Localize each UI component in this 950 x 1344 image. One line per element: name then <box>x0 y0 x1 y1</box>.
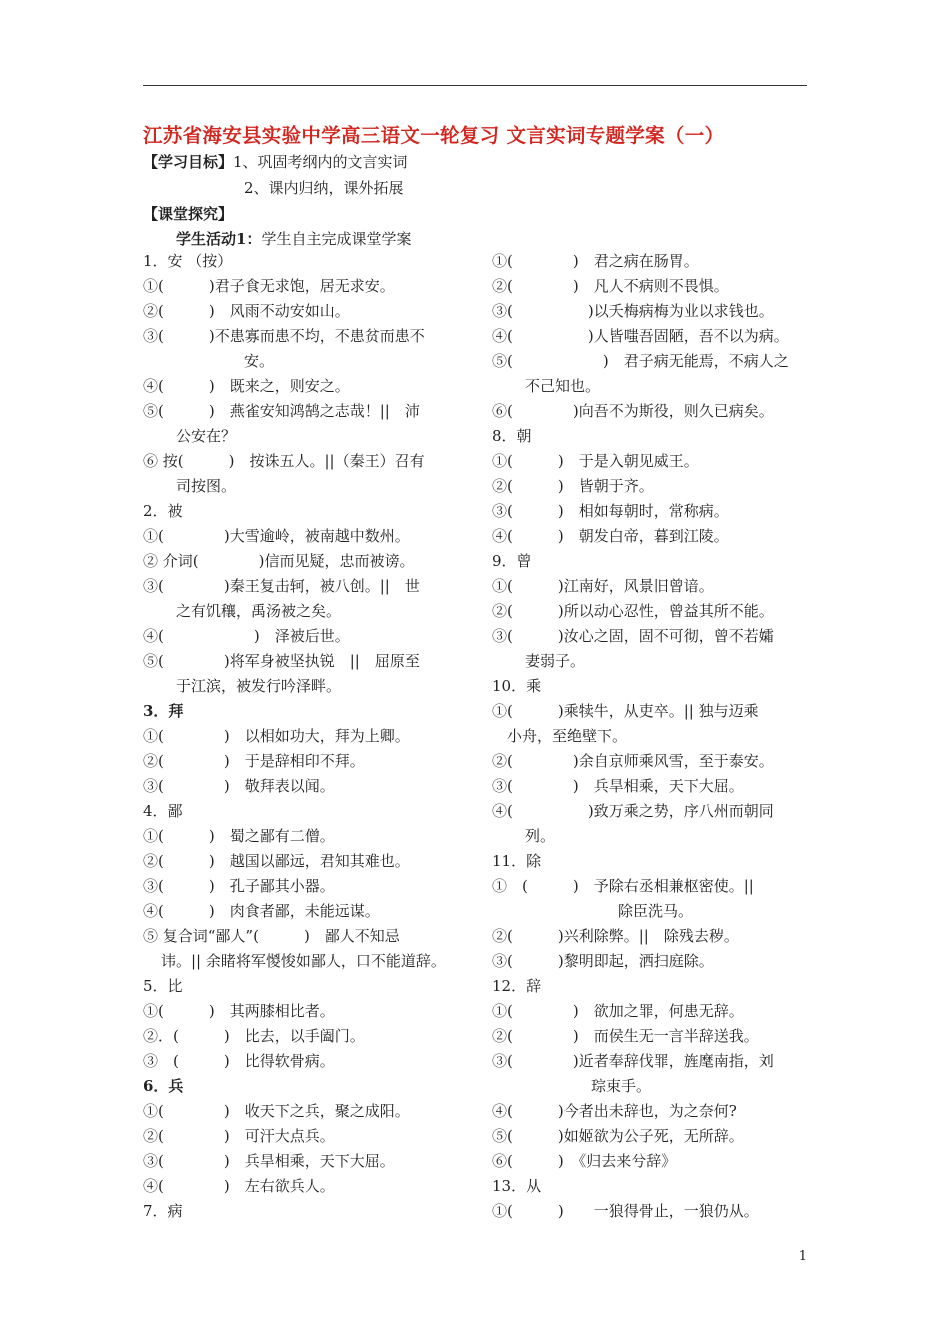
activity-line <box>176 228 411 249</box>
list-item: ①( ) 以相如功大，拜为上卿。 <box>143 727 410 745</box>
list-item: ①( ) 其两膝相比者。 <box>143 1002 335 1020</box>
list-item: ③( )秦王复击轲，被八创。|| 世 <box>143 577 420 595</box>
list-item: ⑤( )将军身被坚执锐 || 屈原至 <box>143 652 420 670</box>
section-heading: 11．除 <box>492 852 542 870</box>
list-item: ①( ) 蜀之鄙有二僧。 <box>143 827 335 845</box>
list-item: ①( ) 于是入朝见威王。 <box>492 452 699 470</box>
list-item: ④( ) 肉食者鄙，未能远谋。 <box>143 902 380 920</box>
list-item: ③( ) 兵旱相乘，天下大屈。 <box>492 777 744 795</box>
list-item: ②( ) 风雨不动安如山。 <box>143 302 350 320</box>
list-item: ⑥( )向吾不为斯役，则久已病矣。 <box>492 402 774 420</box>
left-column <box>143 249 461 1224</box>
list-item: ③( ) 敬拜表以闻。 <box>143 777 335 795</box>
list-item: ④( ) 既来之，则安之。 <box>143 377 350 395</box>
section-heading: 13．从 <box>492 1177 542 1195</box>
list-item-continued: 小舟，至绝壁下。 <box>507 727 628 745</box>
section-heading: 7．病 <box>143 1202 183 1220</box>
list-item: ②( )所以动心忍性，曾益其所不能。 <box>492 602 774 620</box>
section-heading: 3．拜 <box>143 702 184 720</box>
list-item: ①( ) 欲加之罪，何患无辞。 <box>492 1002 744 1020</box>
list-item: ②( ) 皆朝于齐。 <box>492 477 654 495</box>
section-heading: 9．曾 <box>492 552 532 570</box>
page-number: 1 <box>798 1249 807 1264</box>
list-item: ③( )不患寡而患不均，不患贫而患不 <box>143 327 425 345</box>
list-item: ②( ) 而侯生无一言半辞送我。 <box>492 1027 759 1045</box>
list-item: ③( )近者奉辞伐罪，旌麾南指，刘 <box>492 1052 774 1070</box>
list-item: ④( )致万乘之势，序八州而朝同 <box>492 802 774 820</box>
list-item: ②．( ) 比去，以手阖门。 <box>143 1027 365 1045</box>
list-item-continued: 公安在？ <box>176 427 237 445</box>
list-item: ①( )君子食无求饱，居无求安。 <box>143 277 395 295</box>
list-item: ①( ) 收天下之兵，聚之成阳。 <box>143 1102 410 1120</box>
list-item: ③( ) 孔子鄙其小器。 <box>143 877 335 895</box>
list-item: ②( )兴利除弊。|| 除残去秽。 <box>492 927 739 945</box>
list-item: ④( ) 左右欲兵人。 <box>143 1177 335 1195</box>
list-item: ③( )汝心之固，固不可彻，曾不若孀 <box>492 627 774 645</box>
list-item: ③( ) 兵旱相乘，天下大屈。 <box>143 1152 395 1170</box>
list-item-continued: 安。 <box>244 352 275 370</box>
list-item: 1．安 （按） <box>143 252 233 270</box>
list-item-continued: 于江滨，被发行吟泽畔。 <box>176 677 342 695</box>
header-rule <box>143 85 807 86</box>
section-heading: 8．朝 <box>492 427 532 445</box>
list-item-continued: 之有饥穰，禹汤被之矣。 <box>176 602 342 620</box>
list-item: ①( )大雪逾岭，被南越中数州。 <box>143 527 410 545</box>
list-item: ⑤ 复合词“鄙人”( ) 鄙人不知忌 <box>143 927 400 945</box>
list-item-continued: 讳。|| 余睹将军惾悛如鄙人，口不能道辞。 <box>161 952 446 970</box>
list-item: ⑤( ) 君子病无能焉，不病人之 <box>492 352 789 370</box>
list-item: ④( )人皆嗤吾固陋，吾不以为病。 <box>492 327 789 345</box>
section-heading: 12．辞 <box>492 977 542 995</box>
list-item: ⑥ 按( ) 按诛五人。||（秦王）召有 <box>143 452 425 470</box>
goals-line <box>143 151 408 172</box>
section-heading: 2．被 <box>143 502 183 520</box>
list-item: ④( )今者出未辞也，为之奈何? <box>492 1102 737 1120</box>
list-item-continued: 妻弱子。 <box>525 652 586 670</box>
section-heading: 4．鄙 <box>143 802 183 820</box>
list-item-continued: 琮束手。 <box>591 1077 652 1095</box>
list-item: ③( )黎明即起，洒扫庭除。 <box>492 952 714 970</box>
section-heading: 6．兵 <box>143 1077 184 1095</box>
page-title: 江苏省海安县实验中学高三语文一轮复习 文言实词专题学案（一） <box>143 124 725 147</box>
activity-text: 学生自主完成课堂学案 <box>261 230 412 248</box>
list-item: ②( )余自京师乘风雪，至于泰安。 <box>492 752 774 770</box>
list-item: ② 介词( )信而见疑，忠而被谤。 <box>143 552 415 570</box>
goal-2: 2、课内归纳，课外拓展 <box>244 179 404 197</box>
list-item-continued: 除臣洗马。 <box>618 902 694 920</box>
list-item-continued: 列。 <box>525 827 556 845</box>
list-item: ④( ) 朝发白帝，暮到江陵。 <box>492 527 729 545</box>
list-item: ①( ) 君之病在肠胃。 <box>492 252 699 270</box>
list-item: ① ( ) 予除右丞相兼枢密使。|| <box>492 877 754 895</box>
list-item: ①( )江南好，风景旧曾谙。 <box>492 577 714 595</box>
list-item: ②( ) 越国以鄙远，君知其难也。 <box>143 852 410 870</box>
list-item: ③ ( ) 比得软骨病。 <box>143 1052 335 1070</box>
section-heading: 5．比 <box>143 977 183 995</box>
list-item: ⑤( ) 燕雀安知鸿鹄之志哉！|| 沛 <box>143 402 420 420</box>
list-item: ④( ) 泽被后世。 <box>143 627 350 645</box>
goal-1: 1、巩固考纲内的文言实词 <box>233 153 408 171</box>
list-item: ③( ) 相如每朝时，常称病。 <box>492 502 729 520</box>
section-heading: 10．乘 <box>492 677 542 695</box>
activity-label: 学生活动1： <box>176 230 262 248</box>
list-item-continued: 不己知也。 <box>525 377 601 395</box>
list-item: ②( ) 于是辞相印不拜。 <box>143 752 365 770</box>
explore-label: 【课堂探究】 <box>143 205 234 223</box>
list-item: ⑤( )如姬欲为公子死，无所辞。 <box>492 1127 744 1145</box>
list-item: ⑥( ) 《归去来兮辞》 <box>492 1152 677 1170</box>
list-item: ②( ) 凡人不病则不畏惧。 <box>492 277 729 295</box>
list-item: ①( ) 一狼得骨止，一狼仍从。 <box>492 1202 759 1220</box>
list-item: ③( )以夭梅病梅为业以求钱也。 <box>492 302 774 320</box>
list-item-continued: 司按图。 <box>176 477 237 495</box>
goals-label: 【学习目标】 <box>143 153 234 171</box>
list-item: ①( )乘犊牛，从吏卒。|| 独与迈乘 <box>492 702 759 720</box>
right-column <box>492 249 810 1224</box>
list-item: ②( ) 可汗大点兵。 <box>143 1127 335 1145</box>
